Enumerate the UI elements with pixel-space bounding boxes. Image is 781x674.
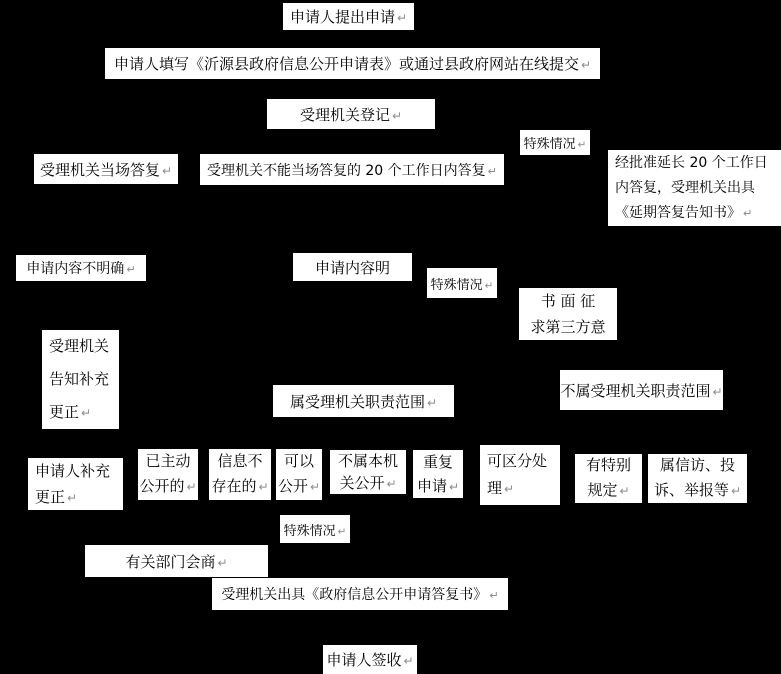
node-line: 申请内容明: [314, 258, 390, 277]
paragraph-return-icon: ↵: [504, 481, 515, 496]
node-line: 存在的 ↵: [211, 477, 269, 495]
node-not-within-agency-duty: [560, 370, 723, 410]
node-notify-supplement-correction: [42, 330, 119, 429]
paragraph-return-icon: ↵: [337, 525, 347, 538]
node-can-disclose: [276, 449, 322, 500]
node-line: 有关部门会商 ↵: [125, 552, 228, 571]
node-line: 属信访、投: [659, 456, 735, 474]
node-special-case-top: [520, 130, 590, 155]
node-line: 可区分处: [487, 451, 548, 470]
node-department-consultation: [85, 545, 268, 577]
paragraph-return-icon: ↵: [386, 476, 397, 491]
node-not-this-agency: [330, 450, 406, 494]
node-issue-reply-document: [212, 578, 508, 610]
node-line: 受理机关登记 ↵: [299, 105, 403, 124]
paragraph-return-icon: ↵: [161, 163, 173, 178]
paragraph-return-icon: ↵: [577, 139, 587, 151]
node-line: 特殊情况 ↵: [430, 277, 494, 293]
node-line: 申请人补充: [35, 461, 111, 480]
paragraph-return-icon: ↵: [426, 395, 438, 410]
node-line: 受理机关当场答复 ↵: [39, 160, 173, 179]
node-petition-complaint: [648, 454, 747, 503]
paragraph-return-icon: ↵: [396, 11, 408, 25]
node-line: 内答复，受理机关出具: [615, 179, 755, 196]
node-line: 更正 ↵: [49, 402, 92, 421]
paragraph-return-icon: ↵: [391, 108, 403, 123]
node-line: 申请内容不明确 ↵: [26, 261, 136, 277]
paragraph-return-icon: ↵: [126, 263, 136, 276]
node-line: 属受理机关职责范围 ↵: [289, 392, 438, 411]
node-content-unclear: [16, 255, 146, 281]
paragraph-return-icon: ↵: [487, 164, 498, 178]
node-line: 经批准延长 20 个工作日: [615, 154, 768, 171]
node-reply-within-20-days: [200, 154, 504, 185]
paragraph-return-icon: ↵: [619, 484, 630, 498]
node-line: 求第三方意: [530, 318, 606, 336]
node-fill-application-form: [105, 48, 600, 79]
node-line: 公开 ↵: [277, 477, 321, 495]
node-special-case-bottom: [280, 515, 350, 543]
paragraph-return-icon: ↵: [712, 384, 723, 399]
paragraph-return-icon: ↵: [743, 206, 753, 220]
paragraph-return-icon: ↵: [448, 479, 460, 494]
paragraph-return-icon: ↵: [489, 589, 499, 602]
node-separable-handling: [480, 445, 560, 505]
node-line: 关公开 ↵: [339, 473, 397, 492]
node-seek-third-party-opinion: [519, 288, 617, 340]
node-line: 书 面 征: [540, 292, 596, 310]
node-onsite-reply: [34, 154, 178, 184]
node-line: 特殊情况 ↵: [523, 137, 587, 152]
node-line: 更正 ↵: [35, 487, 78, 506]
node-special-provisions: [575, 454, 642, 503]
node-line: 已主动: [145, 452, 191, 470]
node-line: 理 ↵: [487, 478, 515, 497]
paragraph-return-icon: ↵: [403, 654, 414, 668]
paragraph-return-icon: ↵: [81, 405, 92, 420]
node-already-disclosed: [138, 449, 198, 500]
paragraph-return-icon: ↵: [186, 480, 197, 494]
node-line: 受理机关出具《政府信息公开申请答复书》 ↵: [221, 587, 499, 603]
node-line: 重复: [422, 452, 453, 471]
node-line: 可以: [283, 452, 314, 470]
node-within-agency-duty: [273, 385, 454, 417]
paragraph-return-icon: ↵: [309, 480, 321, 494]
node-special-case-middle: [427, 268, 497, 298]
node-line: 公开的 ↵: [139, 477, 197, 495]
node-line: 申请人填写《沂源县政府信息公开申请表》或通过县政府网站在线提交 ↵: [113, 55, 592, 73]
node-line: 《延期答复告知书》 ↵: [615, 204, 753, 221]
node-line: 受理机关不能当场答复的 20 个工作日内答复 ↵: [206, 162, 498, 179]
node-submit-application: [283, 3, 414, 30]
node-applicant-supplements: [28, 458, 123, 510]
node-line: 申请人提出申请 ↵: [289, 8, 408, 26]
node-line: 诉、举报等 ↵: [653, 481, 742, 499]
node-line: 特殊情况 ↵: [283, 523, 347, 539]
paragraph-return-icon: ↵: [67, 490, 78, 505]
node-info-not-exist: [209, 449, 271, 500]
node-line: 不属本机: [337, 451, 398, 470]
node-repeat-application: [413, 450, 463, 498]
node-extended-reply-notice: [608, 150, 781, 226]
node-content-clear: [293, 253, 412, 281]
paragraph-return-icon: ↵: [730, 484, 742, 498]
node-line: 有特别: [585, 456, 631, 474]
node-line: 申请 ↵: [416, 476, 460, 495]
node-line: 申请人签收 ↵: [326, 651, 414, 669]
paragraph-return-icon: ↵: [580, 58, 592, 72]
node-line: 告知补充: [49, 369, 110, 388]
paragraph-return-icon: ↵: [484, 279, 494, 292]
node-line: 不属受理机关职责范围 ↵: [560, 381, 723, 400]
node-line: 信息不: [217, 452, 263, 470]
node-line: 受理机关: [49, 336, 110, 355]
node-accepting-agency-register: [267, 99, 435, 129]
paragraph-return-icon: ↵: [217, 555, 228, 570]
node-line: 规定 ↵: [587, 481, 630, 499]
paragraph-return-icon: ↵: [258, 480, 269, 494]
node-applicant-signs: [323, 645, 417, 674]
